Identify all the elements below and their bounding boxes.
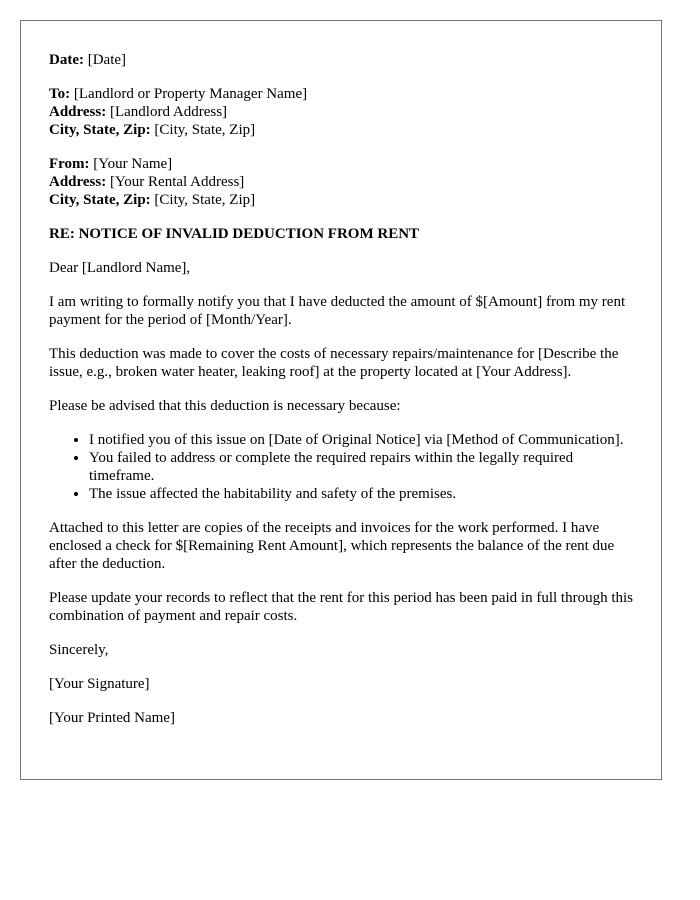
recipient-to-value: [Landlord or Property Manager Name] <box>73 86 308 102</box>
signature-placeholder: [Your Signature] <box>49 676 150 692</box>
body-paragraph: I am writing to formally notify you that I have deducted the amount of $[Amount] from my rent payment for the period of [Month/Year]. <box>49 294 626 328</box>
sender-from-label: From: <box>49 156 90 172</box>
sender-csz-line <box>49 191 633 209</box>
recipient-address-line <box>49 103 633 121</box>
recipient-csz-line <box>49 121 633 139</box>
signoff: Sincerely, <box>49 642 109 658</box>
sender-address-line <box>49 173 633 191</box>
date-line <box>49 51 633 69</box>
sender-block <box>49 155 633 209</box>
sender-address-label: Address: <box>49 174 107 190</box>
date-value: [Date] <box>87 52 127 68</box>
date-label: Date: <box>49 52 84 68</box>
recipient-address-label: Address: <box>49 104 107 120</box>
date-block <box>49 51 633 69</box>
closing-paragraph: Attached to this letter are copies of the receipts and invoices for the work performed. I have enclosed a check for $[Remaining Rent Amount], which represents the balance of the rent due after the deduction. <box>49 520 615 572</box>
reason-item: • You failed to address or complete the required repairs within the legally required timeframe. <box>89 449 633 485</box>
recipient-address-value: [Landlord Address] <box>109 104 228 120</box>
recipient-to-line <box>49 85 633 103</box>
closing-paragraph: Please update your records to reflect that the rent for this period has been paid in full through this combination of payment and repair costs. <box>49 590 633 624</box>
recipient-csz-value: [City, State, Zip] <box>154 122 256 138</box>
sender-csz-label: City, State, Zip: <box>49 192 151 208</box>
body-paragraph: This deduction was made to cover the costs of necessary repairs/maintenance for [Describe the issue, e.g., broken water heater, leaking roof] at the property located at [Your Address]. <box>49 346 619 380</box>
recipient-block <box>49 85 633 139</box>
reason-item: • The issue affected the habitability and safety of the premises. <box>89 485 633 503</box>
subject-line: RE: NOTICE OF INVALID DEDUCTION FROM RENT <box>49 226 420 242</box>
sender-address-value: [Your Rental Address] <box>109 174 245 190</box>
body-paragraph: Please be advised that this deduction is necessary because: <box>49 398 401 414</box>
printed-name: [Your Printed Name] <box>49 710 175 726</box>
letter-page <box>20 20 662 780</box>
sender-from-value: [Your Name] <box>93 156 173 172</box>
recipient-to-label: To: <box>49 86 71 102</box>
salutation: Dear [Landlord Name], <box>49 260 191 276</box>
sender-csz-value: [City, State, Zip] <box>154 192 256 208</box>
sender-from-line <box>49 155 633 173</box>
reason-item: • I notified you of this issue on [Date of Original Notice] via [Method of Communication]. <box>89 431 633 449</box>
reasons-list <box>49 431 633 503</box>
recipient-csz-label: City, State, Zip: <box>49 122 151 138</box>
